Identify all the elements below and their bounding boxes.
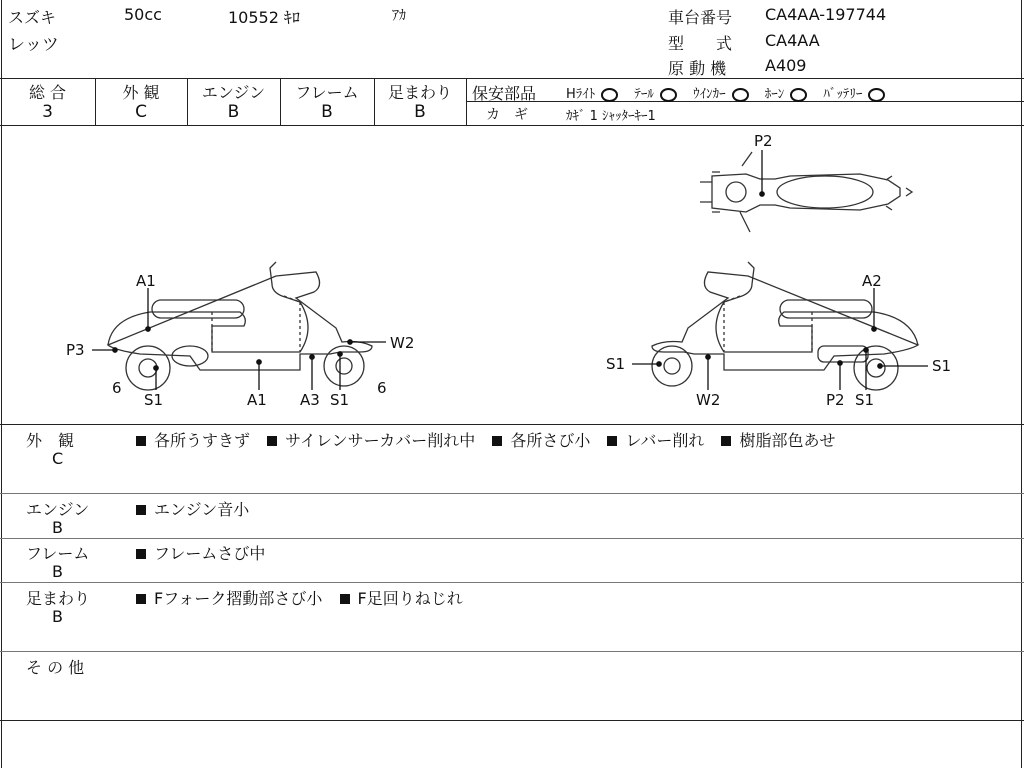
note-grade-engine: B [52,518,63,537]
diagram-label-left-a1-top: A1 [136,272,156,290]
safety-item-winker: ｳｲﾝｶｰ [693,83,749,102]
note-item: F足回りねじれ [340,586,463,609]
ok-circle-icon [790,88,807,102]
diagram-label-p2-top: P2 [754,132,773,150]
divider-diagram [0,424,1024,425]
scooter-top-view-icon [700,152,912,232]
engine-type-value: A409 [765,56,807,75]
diagram-label-left-a3: A3 [300,391,320,409]
square-bullet-icon [136,549,146,559]
frame-number-value: CA4AA-197744 [765,5,887,24]
key-value: ｶｷﾞ 1 ｼｬｯﾀｰｷｰ1 [566,109,656,124]
square-bullet-icon [607,436,617,446]
note-grade-exterior: C [52,449,64,468]
square-bullet-icon [492,436,502,446]
note-items-exterior [136,428,847,451]
diagram-label-left-s1a: S1 [144,391,164,409]
note-item: フレームさび中 [136,541,265,564]
note-label-engine: エンジン [26,500,90,519]
diagram-label-left-s1b: S1 [330,391,350,409]
safety-item-battery: ﾊﾞｯﾃﾘｰ [823,83,885,102]
model-name: レッツ [8,35,59,55]
note-items-suspension [136,586,475,609]
diagram-label-left-6b: 6 [377,379,387,397]
note-item: 樹脂部色あせ [721,428,835,451]
safety-item-horn: ﾎｰﾝ [765,83,808,102]
note-item: 各所さび小 [492,428,590,451]
model-type-value: CA4AA [765,31,820,50]
rating-label-overall: 総 合 [28,83,67,102]
body-color: ｱｶ [392,8,406,24]
rating-label-suspension: 足まわり [387,83,452,102]
key-label: カ ギ [486,107,528,123]
diagram-label-right-s1a: S1 [606,355,626,373]
note-item: 各所うすきず [136,428,250,451]
safety-item-headlight: Hﾗｲﾄ [566,83,618,102]
rating-label-engine: エンジン [201,83,266,102]
mileage: 10552 ｷﾛ [228,8,300,27]
note-grade-frame: B [52,562,63,581]
square-bullet-icon [267,436,277,446]
divider-col-5 [466,78,467,125]
ok-circle-icon [732,88,749,102]
note-items-frame [136,541,277,564]
safety-parts-list [566,83,897,102]
note-items-engine [136,497,261,520]
note-label-other: そ の 他 [26,658,85,677]
safety-item-taillight: ﾃｰﾙ [634,83,677,102]
rating-value-overall: 3 [42,102,53,122]
rating-value-exterior: C [135,102,147,122]
diagram-label-left-6a: 6 [112,379,122,397]
diagram-label-left-a1-bottom: A1 [247,391,267,409]
note-item: Fフォーク摺動部さび小 [136,586,322,609]
square-bullet-icon [136,505,146,515]
diagram-label-right-a2: A2 [862,272,882,290]
engine-type-label: 原 動 機 [668,59,727,78]
diagram-label-right-s1c: S1 [932,357,952,375]
note-label-suspension: 足まわり [26,589,91,608]
rating-value-frame: B [321,102,333,122]
maker-name: スズキ [8,8,57,27]
divider-note-4 [0,651,1024,652]
diagram-label-right-s1b: S1 [855,391,875,409]
rating-value-engine: B [227,102,240,122]
note-grade-suspension: B [52,607,63,626]
square-bullet-icon [136,436,146,446]
square-bullet-icon [136,594,146,604]
diagram-label-right-w2: W2 [696,391,721,409]
divider-note-2 [0,538,1024,539]
diagram-label-left-w2: W2 [390,334,415,352]
divider-note-1 [0,493,1024,494]
displacement: 50cc [124,5,162,24]
square-bullet-icon [721,436,731,446]
note-item: サイレンサーカバー削れ中 [267,428,475,451]
ok-circle-icon [660,88,677,102]
rating-value-suspension: B [414,102,426,122]
frame-number-label: 車台番号 [668,8,733,27]
model-type-label: 型 式 [668,34,733,53]
divider-header [0,78,1024,79]
ok-circle-icon [868,88,885,102]
note-item: エンジン音小 [136,497,249,520]
diagram-label-right-p2: P2 [826,391,845,409]
note-label-frame: フレーム [26,544,90,563]
divider-bottom [0,720,1024,721]
note-item: レバー削れ [607,428,704,451]
diagram-label-left-p3: P3 [66,341,85,359]
square-bullet-icon [340,594,350,604]
note-label-exterior: 外 観 [26,431,75,450]
scooter-damage-diagram [0,126,1024,424]
rating-label-frame: フレーム [295,83,359,102]
ok-circle-icon [601,88,618,102]
safety-parts-label: 保安部品 [472,84,537,103]
divider-note-3 [0,582,1024,583]
rating-label-exterior: 外 観 [122,83,160,102]
